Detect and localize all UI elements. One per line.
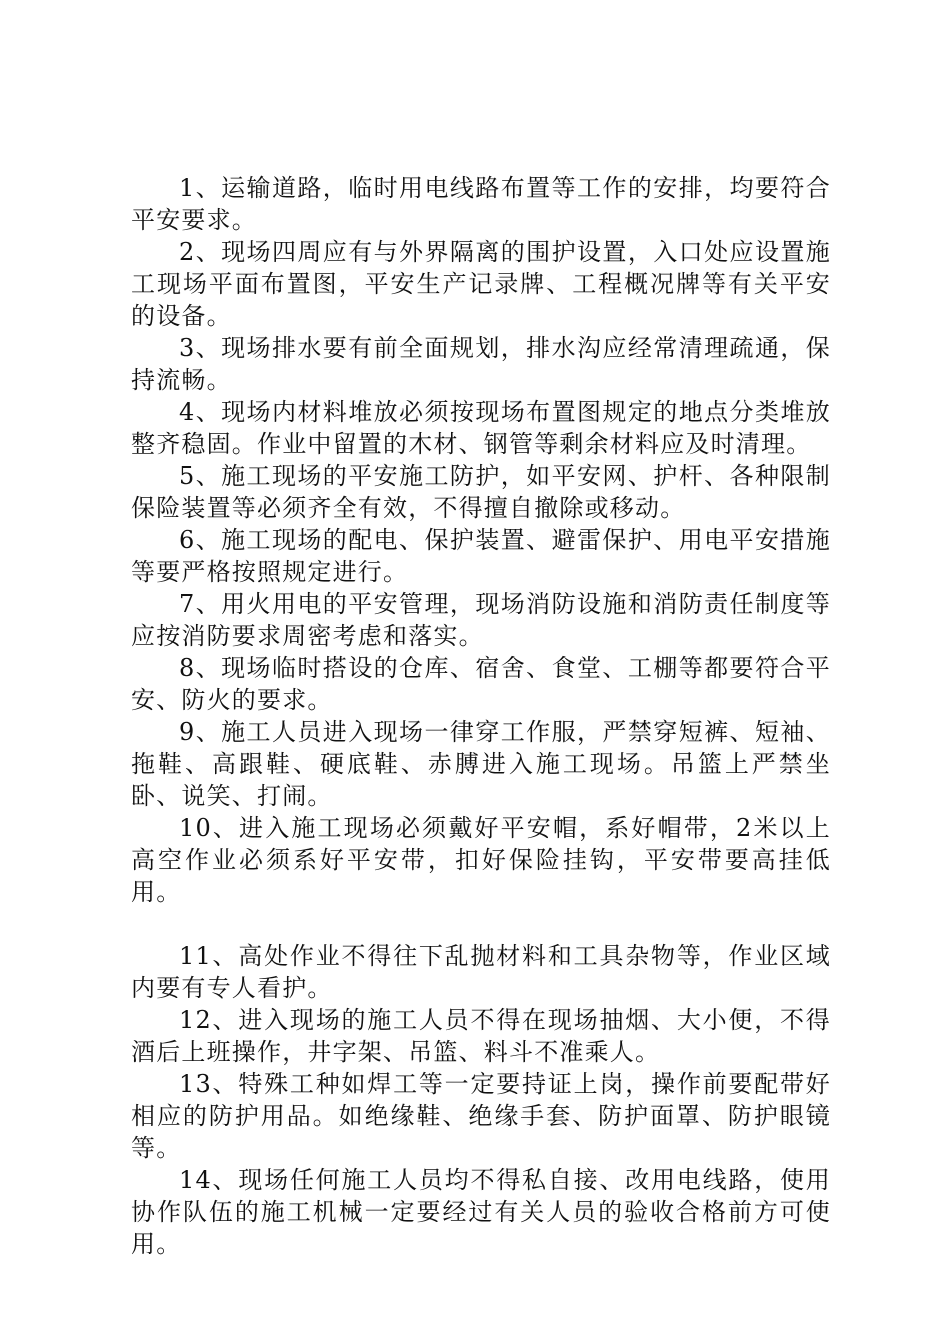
rule-paragraph-11: 11、高处作业不得往下乱抛材料和工具杂物等，作业区域内要有专人看护。 <box>131 942 831 1002</box>
rule-paragraph-6: 6、施工现场的配电、保护装置、避雷保护、用电平安措施等要严格按照规定进行。 <box>131 526 831 586</box>
rule-paragraph-2: 2、现场四周应有与外界隔离的围护设置，入口处应设置施工现场平面布置图，平安生产记录牌、工程概况牌等有关平安的设备。 <box>131 238 831 330</box>
rule-paragraph-10: 10、进入施工现场必须戴好平安帽，系好帽带，2米以上高空作业必须系好平安带，扣好保险挂钩，平安带要高挂低用。 <box>131 814 831 906</box>
rule-paragraph-9: 9、施工人员进入现场一律穿工作服，严禁穿短裤、短袖、拖鞋、高跟鞋、硬底鞋、赤膊进入施工现场。吊篮上严禁坐卧、说笑、打闹。 <box>131 718 831 810</box>
rule-paragraph-13: 13、特殊工种如焊工等一定要持证上岗，操作前要配带好相应的防护用品。如绝缘鞋、绝缘手套、防护面罩、防护眼镜等。 <box>131 1070 831 1162</box>
rule-paragraph-12: 12、进入现场的施工人员不得在现场抽烟、大小便，不得酒后上班操作，井字架、吊篮、料斗不准乘人。 <box>131 1006 831 1066</box>
rule-paragraph-4: 4、现场内材料堆放必须按现场布置图规定的地点分类堆放整齐稳固。作业中留置的木材、钢管等剩余材料应及时清理。 <box>131 398 831 458</box>
rule-paragraph-1: 1、运输道路，临时用电线路布置等工作的安排，均要符合平安要求。 <box>131 174 831 234</box>
rule-paragraph-8: 8、现场临时搭设的仓库、宿舍、食堂、工棚等都要符合平安、防火的要求。 <box>131 654 831 714</box>
document-body <box>131 172 831 1260</box>
rule-paragraph-7: 7、用火用电的平安管理，现场消防设施和消防责任制度等应按消防要求周密考虑和落实。 <box>131 590 831 650</box>
rule-paragraph-14: 14、现场任何施工人员均不得私自接、改用电线路，使用协作队伍的施工机械一定要经过有关人员的验收合格前方可使用。 <box>131 1166 831 1258</box>
rule-paragraph-3: 3、现场排水要有前全面规划，排水沟应经常清理疏通，保持流畅。 <box>131 334 831 394</box>
rule-paragraph-5: 5、施工现场的平安施工防护，如平安网、护杆、各种限制保险装置等必须齐全有效，不得擅自撤除或移动。 <box>131 462 831 522</box>
